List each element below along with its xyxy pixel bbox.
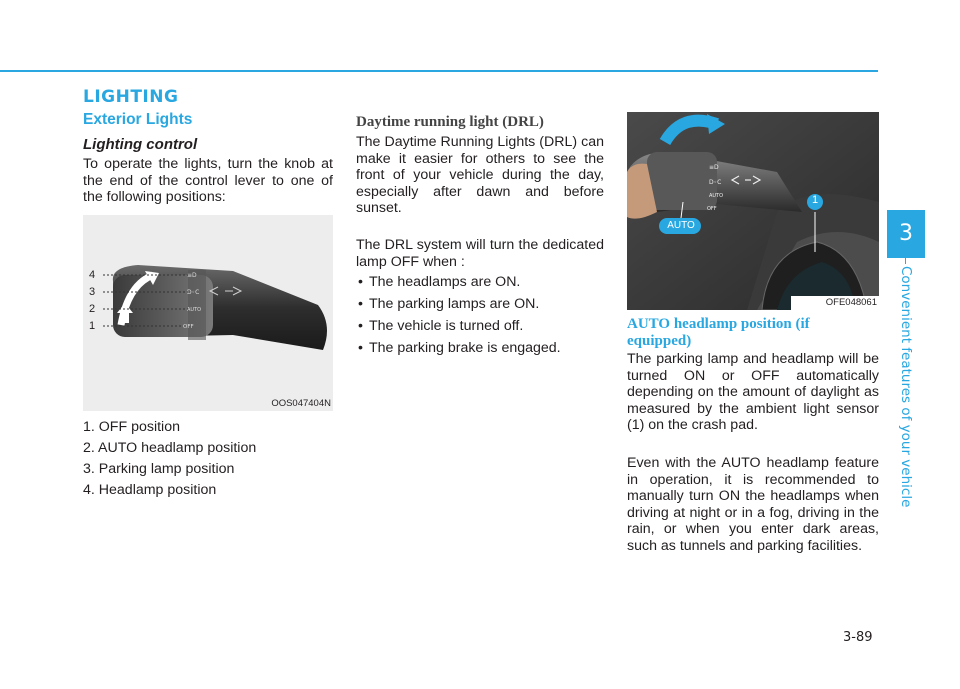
svg-text:D◦C: D◦C bbox=[709, 179, 722, 186]
svg-text:≡D: ≡D bbox=[709, 164, 719, 171]
lever-figure bbox=[83, 215, 333, 411]
list-item: 4. Headlamp position bbox=[83, 482, 217, 498]
lighting-intro: To operate the lights, turn the knob at the end of the control lever to one of the following positions: bbox=[83, 156, 333, 206]
auto-headlamp-heading: AUTO headlamp position (if equipped) bbox=[627, 316, 810, 349]
svg-text:D◦C: D◦C bbox=[187, 289, 200, 296]
chapter-tab bbox=[887, 210, 925, 510]
svg-text:≡D: ≡D bbox=[187, 272, 197, 279]
section-title: LIGHTING bbox=[83, 87, 179, 107]
auto-para1: The parking lamp and headlamp will be turned ON or OFF automatically depending on the amount of daylight as measured by the ambient light sensor (1) on the crash pad. bbox=[627, 351, 879, 434]
list-item: 1. OFF position bbox=[83, 419, 180, 435]
svg-text:OFF: OFF bbox=[183, 324, 194, 330]
lighting-control-heading: Lighting control bbox=[83, 136, 198, 153]
list-item: • The headlamps are ON. bbox=[358, 274, 604, 290]
marker-1: 1 bbox=[89, 320, 96, 332]
figure-caption: OOS047404N bbox=[271, 398, 331, 409]
marker-2: 2 bbox=[89, 303, 96, 315]
chapter-tab-divider bbox=[905, 258, 906, 264]
auto-headlamp-figure bbox=[627, 112, 879, 310]
header-rule bbox=[0, 70, 878, 72]
dashboard-illustration bbox=[627, 112, 879, 310]
svg-text:OFF: OFF bbox=[707, 206, 717, 212]
drl-para1: The Daytime Running Lights (DRL) can make it easier for others to see the front of your vehicle during the day, especially after dawn and before sunset. bbox=[356, 134, 604, 217]
marker-3: 3 bbox=[89, 286, 96, 298]
marker-4: 4 bbox=[89, 269, 96, 281]
auto-para2: Even with the AUTO headlamp feature in operation, it is recommended to manually turn ON the headlamps when driving at night or in a fog, driving in the rain, or when you enter dark areas, such as tunnels and parking facilities. bbox=[627, 455, 879, 554]
figure-caption: OFE048061 bbox=[825, 297, 877, 308]
list-item: • The parking lamps are ON. bbox=[358, 296, 604, 312]
drl-para2: The DRL system will turn the dedicated lamp OFF when : bbox=[356, 237, 604, 270]
page-number: 3-89 bbox=[843, 630, 873, 645]
drl-bullets bbox=[358, 274, 604, 362]
chapter-title: Convenient features of your vehicle bbox=[898, 266, 914, 508]
exterior-lights-heading: Exterior Lights bbox=[83, 111, 193, 128]
svg-text:AUTO: AUTO bbox=[709, 193, 724, 199]
list-item: • The vehicle is turned off. bbox=[358, 318, 604, 334]
list-item: • The parking brake is engaged. bbox=[358, 340, 604, 356]
list-item: 2. AUTO headlamp position bbox=[83, 440, 257, 456]
drl-heading: Daytime running light (DRL) bbox=[356, 114, 544, 130]
chapter-number: 3 bbox=[887, 210, 925, 258]
position-list bbox=[83, 419, 333, 503]
svg-text:AUTO: AUTO bbox=[187, 307, 202, 313]
list-item: 3. Parking lamp position bbox=[83, 461, 235, 477]
lever-illustration bbox=[83, 215, 333, 411]
auto-label: AUTO bbox=[667, 220, 695, 231]
sensor-marker: 1 bbox=[811, 194, 819, 206]
